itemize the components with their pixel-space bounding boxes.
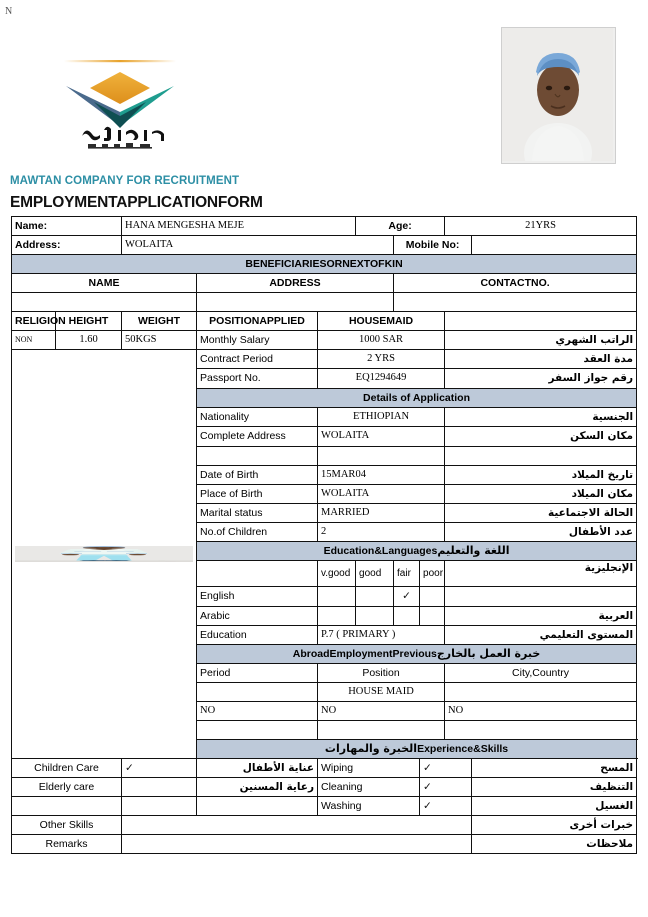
label-elderly-care: Elderly care <box>12 778 122 797</box>
spacer-left <box>197 447 318 466</box>
arabic-nationality: الجنسية <box>445 408 637 427</box>
arabic-place-of-birth: مكان الميلاد <box>445 485 637 504</box>
row-other-skills <box>12 816 637 835</box>
arabic-complete-address: مكان السكن <box>445 427 637 447</box>
label-date-of-birth: Date of Birth <box>197 466 318 485</box>
abroad-position-1[interactable]: HOUSE MAID <box>318 683 445 702</box>
rating-header-good: good <box>359 568 382 580</box>
rating-cell-fair-head <box>394 561 420 587</box>
page-title: EMPLOYMENTAPPLICATIONFORM <box>10 194 263 211</box>
abroad-position-2[interactable]: NO <box>318 702 445 721</box>
arabic-blank-skill <box>197 797 318 816</box>
value-religion[interactable]: NON <box>12 331 56 350</box>
company-name: MAWTAN COMPANY FOR RECRUITMENT <box>10 175 240 187</box>
arabic-fair-cell[interactable] <box>394 607 420 626</box>
arabic-poor-cell[interactable] <box>420 607 445 626</box>
english-good-cell[interactable] <box>356 587 394 607</box>
english-vgood-cell[interactable] <box>318 587 356 607</box>
rating-header-fair: fair <box>397 568 411 580</box>
label-contract-period: Contract Period <box>197 350 318 369</box>
arabic-language-header: الإنجليزية <box>445 561 637 587</box>
arabic-other-skills: خبرات أخرى <box>472 816 637 835</box>
arabic-contract-period: مدة العقد <box>445 350 637 369</box>
rating-header-vgood: v.good <box>321 568 351 580</box>
details-band: Details of Application <box>197 389 637 408</box>
education-band-ar: اللغة والتعليم <box>437 543 510 557</box>
label-no-of-children: No.of Children <box>197 523 318 542</box>
row-contract-period <box>12 350 637 369</box>
language-label-blank <box>197 561 318 587</box>
value-date-of-birth[interactable]: 15MAR04 <box>318 466 445 485</box>
row-physical-values <box>12 331 637 350</box>
arabic-no-of-children: عدد الأطفال <box>445 523 637 542</box>
arabic-english-row <box>445 587 637 607</box>
label-language-arabic: Arabic <box>197 607 318 626</box>
beneficiary-header-contact: CONTACTNO. <box>394 274 637 293</box>
value-complete-address[interactable]: WOLAITA <box>318 427 445 447</box>
value-monthly-salary[interactable]: 1000 SAR <box>318 331 445 350</box>
abroad-period-3[interactable] <box>197 721 318 740</box>
education-band <box>197 542 637 561</box>
stray-character: N <box>5 6 13 17</box>
beneficiary-name-value[interactable] <box>12 293 197 312</box>
check-blank-skill[interactable] <box>122 797 197 816</box>
applicant-headshot-photo <box>501 27 616 164</box>
rating-cell-poor-head <box>420 561 445 587</box>
position-applied-arabic <box>445 312 637 331</box>
english-poor-cell[interactable] <box>420 587 445 607</box>
company-logo <box>52 50 188 158</box>
abroad-position-3[interactable] <box>318 721 445 740</box>
label-marital-status: Marital status <box>197 504 318 523</box>
beneficiary-header-name: NAME <box>12 274 197 293</box>
check-cleaning[interactable]: ✓ <box>420 778 472 797</box>
beneficiary-contact-value[interactable] <box>394 293 637 312</box>
header-position-applied: POSITIONAPPLIED <box>197 312 318 331</box>
rating-cell-good-head <box>356 561 394 587</box>
label-other-skills: Other Skills <box>12 816 122 835</box>
check-children-care[interactable]: ✓ <box>122 759 197 778</box>
value-education[interactable]: P.7 ( PRIMARY ) <box>318 626 445 645</box>
fullbody-photo-graphic <box>15 546 193 562</box>
skills-band-ar: الخبرة والمهارات <box>324 741 418 755</box>
arabic-remarks: ملاحظات <box>472 835 637 854</box>
name-label: Name: <box>12 217 122 236</box>
label-washing: Washing <box>318 797 420 816</box>
header-height: HEIGHT <box>56 312 122 331</box>
arabic-children-care: عناية الأطفال <box>197 759 318 778</box>
arabic-wiping: المسح <box>472 759 637 778</box>
check-washing[interactable]: ✓ <box>420 797 472 816</box>
label-education: Education <box>197 626 318 645</box>
label-cleaning: Cleaning <box>318 778 420 797</box>
label-place-of-birth: Place of Birth <box>197 485 318 504</box>
row-skill-children-care <box>12 759 637 778</box>
check-wiping[interactable]: ✓ <box>420 759 472 778</box>
label-monthly-salary: Monthly Salary <box>197 331 318 350</box>
value-passport-no[interactable]: EQ1294649 <box>318 369 445 389</box>
english-fair-cell[interactable]: ✓ <box>394 587 420 607</box>
abroad-period-1[interactable] <box>197 683 318 702</box>
value-nationality[interactable]: ETHIOPIAN <box>318 408 445 427</box>
abroad-period-2[interactable]: NO <box>197 702 318 721</box>
logo-graphic <box>52 50 188 158</box>
label-language-english: English <box>197 587 318 607</box>
row-beneficiary-headers <box>12 274 637 293</box>
rating-header-poor: poor <box>423 568 444 580</box>
beneficiary-header-address: ADDRESS <box>197 274 394 293</box>
skills-band <box>197 740 637 759</box>
abroad-header-city-country: City,Country <box>445 664 637 683</box>
age-value[interactable]: 21YRS <box>445 217 637 236</box>
value-position-applied[interactable]: HOUSEMAID <box>318 312 445 331</box>
education-band-en: Education&Languages <box>323 544 438 557</box>
address-label: Address: <box>12 236 122 255</box>
abroad-city-1[interactable] <box>445 683 637 702</box>
abroad-band-ar: خبرة العمل بالخارج <box>436 646 541 660</box>
mobile-label: Mobile No: <box>394 236 472 255</box>
arabic-arabic-row: العربية <box>445 607 637 626</box>
address-value[interactable]: WOLAITA <box>122 236 394 255</box>
label-complete-address: Complete Address <box>197 427 318 447</box>
abroad-city-2[interactable]: NO <box>445 702 637 721</box>
spacer-mid <box>318 447 445 466</box>
beneficiary-address-value[interactable] <box>197 293 394 312</box>
arabic-passport-no: رقم جواز السفر <box>445 369 637 389</box>
row-remarks <box>12 835 637 854</box>
arabic-education: المستوى التعليمي <box>445 626 637 645</box>
abroad-city-3[interactable] <box>445 721 637 740</box>
age-label: Age: <box>356 217 445 236</box>
skills-band-en: Experience&Skills <box>417 742 509 755</box>
beneficiaries-band: BENEFICIARIESORNEXTOFKIN <box>12 255 637 274</box>
application-form-table <box>11 216 637 854</box>
value-place-of-birth[interactable]: WOLAITA <box>318 485 445 504</box>
abroad-band <box>197 645 637 664</box>
value-remarks[interactable] <box>122 835 472 854</box>
value-contract-period[interactable]: 2 YRS <box>318 350 445 369</box>
value-marital-status[interactable]: MARRIED <box>318 504 445 523</box>
applicant-fullbody-photo <box>12 350 197 759</box>
row-skill-washing <box>12 797 637 816</box>
abroad-header-period: Period <box>197 664 318 683</box>
label-wiping: Wiping <box>318 759 420 778</box>
arabic-washing: الغسيل <box>472 797 637 816</box>
label-remarks: Remarks <box>12 835 122 854</box>
check-elderly-care[interactable] <box>122 778 197 797</box>
arabic-elderly-care: رعاية المسنين <box>197 778 318 797</box>
label-nationality: Nationality <box>197 408 318 427</box>
value-height[interactable]: 1.60 <box>56 331 122 350</box>
label-children-care: Children Care <box>12 759 122 778</box>
arabic-vgood-cell[interactable] <box>318 607 356 626</box>
arabic-cleaning: التنظيف <box>472 778 637 797</box>
arabic-monthly-salary: الراتب الشهري <box>445 331 637 350</box>
arabic-good-cell[interactable] <box>356 607 394 626</box>
label-blank-skill <box>12 797 122 816</box>
value-other-skills[interactable] <box>122 816 472 835</box>
row-name-age <box>12 217 637 236</box>
label-passport-no: Passport No. <box>197 369 318 389</box>
row-beneficiary-values <box>12 293 637 312</box>
mobile-value[interactable] <box>472 236 637 255</box>
abroad-band-en: AbroadEmploymentPrevious <box>292 647 437 660</box>
arabic-date-of-birth: تاريخ الميلاد <box>445 466 637 485</box>
row-beneficiaries-band <box>12 255 637 274</box>
value-no-of-children[interactable]: 2 <box>318 523 445 542</box>
row-address-mobile <box>12 236 637 255</box>
rating-cell-vgood-head <box>318 561 356 587</box>
header-weight: WEIGHT <box>122 312 197 331</box>
spacer-right <box>445 447 637 466</box>
headshot-graphic <box>502 28 613 161</box>
row-skill-elderly-care <box>12 778 637 797</box>
value-weight[interactable]: 50KGS <box>122 331 197 350</box>
header-religion: RELIGION <box>12 312 56 331</box>
abroad-header-position: Position <box>318 664 445 683</box>
name-value[interactable]: HANA MENGESHA MEJE <box>122 217 356 236</box>
arabic-marital-status: الحالة الاجتماعية <box>445 504 637 523</box>
row-physical-headers <box>12 312 637 331</box>
